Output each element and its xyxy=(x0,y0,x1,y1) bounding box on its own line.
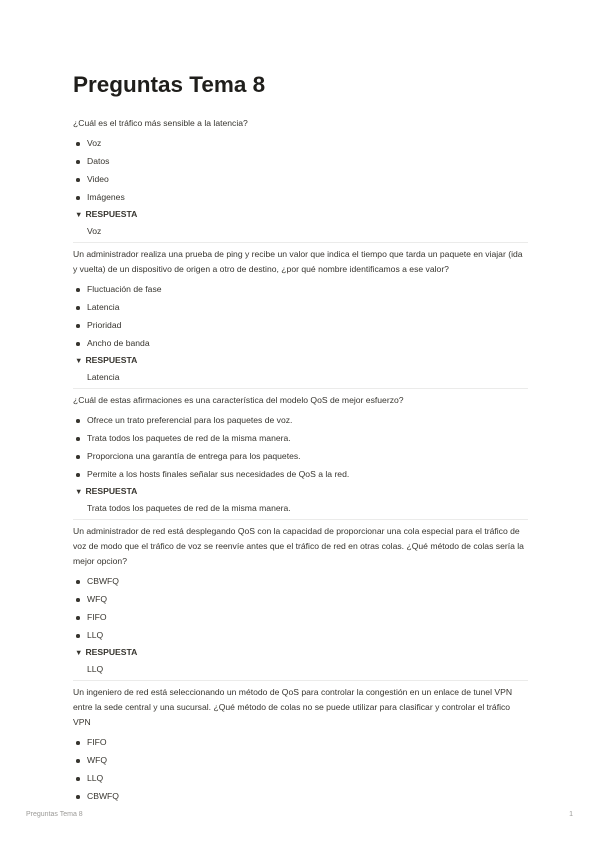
question-block xyxy=(73,682,528,805)
options-list xyxy=(73,134,528,206)
option-item: Proporciona una garantía de entrega para los paquetes. xyxy=(73,447,528,465)
triangle-down-icon: ▼ xyxy=(75,648,83,657)
option-item: Imágenes xyxy=(73,188,528,206)
option-item: WFQ xyxy=(73,590,528,608)
option-item: Voz xyxy=(73,134,528,152)
divider xyxy=(73,680,528,681)
option-item: WFQ xyxy=(73,751,528,769)
question-text: ¿Cuál es el tráfico más sensible a la latencia? xyxy=(73,118,248,128)
answer-text: Voz xyxy=(87,226,102,236)
question-text: ¿Cuál de estas afirmaciones es una característica del modelo QoS de mejor esfuerzo? xyxy=(73,395,404,405)
option-item: Ofrece un trato preferencial para los paquetes de voz. xyxy=(73,411,528,429)
option-item: Latencia xyxy=(73,298,528,316)
option-item: FIFO xyxy=(73,733,528,751)
answer-toggle[interactable] xyxy=(73,483,528,500)
triangle-down-icon: ▼ xyxy=(75,210,83,219)
answer-toggle-label: RESPUESTA xyxy=(85,355,138,365)
answer-toggle-label: RESPUESTA xyxy=(85,486,138,496)
option-item: Prioridad xyxy=(73,316,528,334)
option-item: LLQ xyxy=(73,769,528,787)
option-item: Video xyxy=(73,170,528,188)
answer-toggle[interactable] xyxy=(73,644,528,661)
option-item: Ancho de banda xyxy=(73,334,528,352)
question-block xyxy=(73,521,528,681)
answer-toggle[interactable] xyxy=(73,206,528,223)
question-block xyxy=(73,244,528,389)
option-item: FIFO xyxy=(73,608,528,626)
options-list xyxy=(73,733,528,805)
option-item: CBWFQ xyxy=(73,787,528,805)
question-block xyxy=(73,390,528,520)
divider xyxy=(73,519,528,520)
divider xyxy=(73,388,528,389)
question-text: Un administrador realiza una prueba de ping y recibe un valor que indica el tiempo que tarda un paquete en viajar (ida y vuelta) de un dispositivo de origen a otro de destino, ¿por qué nombre identificamos a ese valor? xyxy=(73,249,523,274)
answer-toggle-label: RESPUESTA xyxy=(85,209,138,219)
options-list xyxy=(73,411,528,483)
option-item: CBWFQ xyxy=(73,572,528,590)
answer-toggle[interactable] xyxy=(73,352,528,369)
option-item: LLQ xyxy=(73,626,528,644)
options-list xyxy=(73,280,528,352)
options-list xyxy=(73,572,528,644)
question-text: Un administrador de red está desplegando QoS con la capacidad de proporcionar una cola especial para el tráfico de voz de modo que el tráfico de voz se reenvíe antes que el tráfico de red en otras colas. ¿Qué método de colas sería la mejor opcion? xyxy=(73,526,524,566)
footer-title: Preguntas Tema 8 xyxy=(26,811,83,818)
page-title: Preguntas Tema 8 xyxy=(73,72,266,97)
triangle-down-icon: ▼ xyxy=(75,356,83,365)
answer-text: Trata todos los paquetes de red de la misma manera. xyxy=(87,503,291,513)
option-item: Datos xyxy=(73,152,528,170)
question-block xyxy=(73,113,528,243)
option-item: Permite a los hosts finales señalar sus necesidades de QoS a la red. xyxy=(73,465,528,483)
question-text: Un ingeniero de red está seleccionando un método de QoS para controlar la congestión en un enlace de tunel VPN entre la sede central y una sucursal. ¿Qué método de colas no se puede utilizar para clasificar y controlar el tráfico VPN xyxy=(73,687,513,727)
triangle-down-icon: ▼ xyxy=(75,487,83,496)
answer-text: Latencia xyxy=(87,372,120,382)
divider xyxy=(73,242,528,243)
answer-toggle-label: RESPUESTA xyxy=(85,647,138,657)
option-item: Fluctuación de fase xyxy=(73,280,528,298)
page-number: 1 xyxy=(569,811,573,818)
answer-text: LLQ xyxy=(87,664,104,674)
question-list xyxy=(73,113,528,805)
option-item: Trata todos los paquetes de red de la misma manera. xyxy=(73,429,528,447)
